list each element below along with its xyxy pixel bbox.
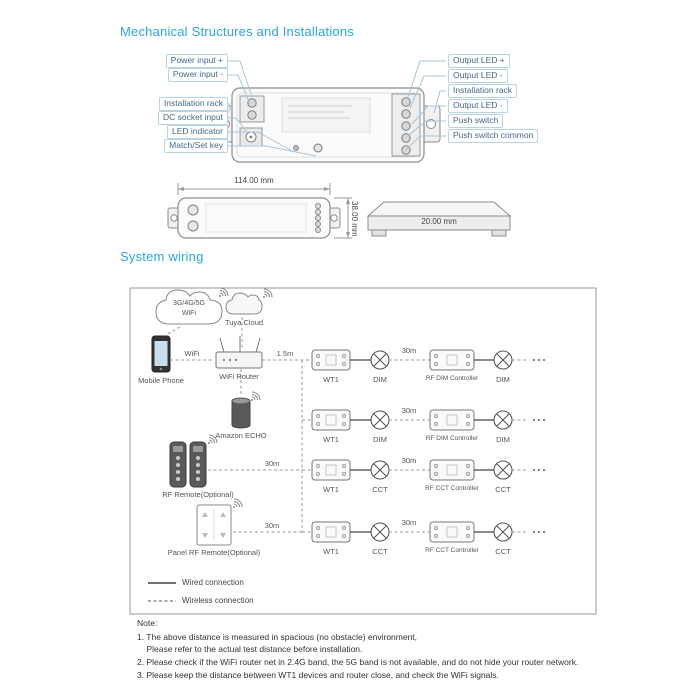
wiring-row-3	[312, 460, 545, 480]
callout-output-led-minus-2: Output LED -	[448, 99, 508, 113]
wifi-router-icon	[216, 336, 262, 368]
dimension-depth: 20.00 mm	[421, 217, 457, 226]
callout-push-switch-common: Push switch common	[448, 129, 538, 143]
panel-remote-label: Panel RF Remote(Optional)	[167, 548, 261, 557]
note-line-3: 2. Please check if the WiFi router net in 2.4G band, the 5G band is not available, and do not hide your router network.	[137, 657, 579, 667]
note-line-1: 1. The above distance is measured in spacious (no obstacle) environment,	[137, 632, 418, 642]
note-line-4: 3. Please keep the distance between WT1 devices and router close, and check the WiFi signals.	[137, 670, 499, 680]
callout-led-indicator: LED indicator	[167, 125, 228, 139]
wiring-row-2	[312, 410, 545, 430]
rf-remote-label: RF Remote(Optional)	[162, 490, 234, 499]
row1-lamp2-label: DIM	[496, 375, 510, 384]
legend-wireless-label: Wireless connection	[182, 596, 254, 605]
wiring-row-4	[312, 522, 545, 542]
panel-remote-distance-label: 30m	[264, 521, 280, 530]
device-front-view	[216, 88, 440, 162]
callout-installation-rack-left: Installation rack	[159, 97, 228, 111]
section-title-mechanical: Mechanical Structures and Installations	[120, 24, 354, 39]
rf-remote-distance-label: 30m	[264, 459, 280, 468]
callout-push-switch: Push switch	[448, 114, 503, 128]
mobile-phone-icon	[152, 336, 170, 372]
callout-dc-socket-input: DC socket input	[158, 111, 228, 125]
dimension-width: 114.00 mm	[234, 176, 274, 185]
callout-output-led-minus-1: Output LED -	[448, 69, 508, 83]
router-distance-label: 1.5m	[276, 349, 294, 358]
section-title-wiring: System wiring	[120, 249, 204, 264]
rf-remote-icon	[170, 442, 206, 487]
mobile-phone-label: Mobile Phone	[138, 376, 184, 385]
notes-heading: Note:	[137, 618, 158, 628]
row3-lamp1-label: CCT	[372, 485, 388, 494]
callout-power-input-plus: Power input +	[166, 54, 228, 68]
callout-power-input-minus: Power input -	[168, 68, 228, 82]
row3-device-label: WT1	[323, 485, 339, 494]
callout-output-led-plus: Output LED +	[448, 54, 510, 68]
panel-remote-icon	[197, 505, 231, 545]
row4-controller-label: RF CCT Controller	[425, 547, 479, 554]
amazon-echo-icon	[232, 398, 250, 428]
cloud-label-line1: 3G/4G/5G	[173, 300, 205, 307]
note-line-2: Please refer to the actual test distance before installation.	[137, 644, 363, 654]
row2-distance-label: 30m	[401, 406, 417, 415]
row4-device-label: WT1	[323, 547, 339, 556]
row2-device-label: WT1	[323, 435, 339, 444]
legend-line-samples	[148, 583, 176, 601]
row3-distance-label: 30m	[401, 456, 417, 465]
wifi-router-label: WiFi Router	[219, 372, 259, 381]
tuya-cloud-icon	[226, 293, 262, 314]
legend-wired-label: Wired connection	[182, 578, 244, 587]
amazon-echo-label: Amazon ECHO	[215, 431, 267, 440]
wifi-link-label: WiFi	[184, 349, 200, 358]
row3-controller-label: RF CCT Controller	[425, 485, 479, 492]
row4-lamp1-label: CCT	[372, 547, 388, 556]
row4-distance-label: 30m	[401, 518, 417, 527]
tuya-cloud-label: Tuya Cloud	[224, 318, 264, 327]
callout-installation-rack-right: Installation rack	[448, 84, 517, 98]
row1-controller-label: RF DIM Controller	[425, 375, 479, 382]
row2-lamp1-label: DIM	[373, 435, 387, 444]
row2-controller-label: RF DIM Controller	[425, 435, 479, 442]
row1-distance-label: 30m	[401, 346, 417, 355]
device-top-view	[168, 198, 340, 238]
row1-device-label: WT1	[323, 375, 339, 384]
row2-lamp2-label: DIM	[496, 435, 510, 444]
cloud-icon	[156, 290, 222, 324]
callout-match-set-key: Match/Set key	[164, 139, 228, 153]
wiring-row-1	[312, 350, 545, 370]
row3-lamp2-label: CCT	[495, 485, 511, 494]
row4-lamp2-label: CCT	[495, 547, 511, 556]
row1-lamp1-label: DIM	[373, 375, 387, 384]
dimension-height: 38.00 mm	[350, 201, 359, 237]
cloud-label-line2: WiFi	[182, 310, 196, 317]
